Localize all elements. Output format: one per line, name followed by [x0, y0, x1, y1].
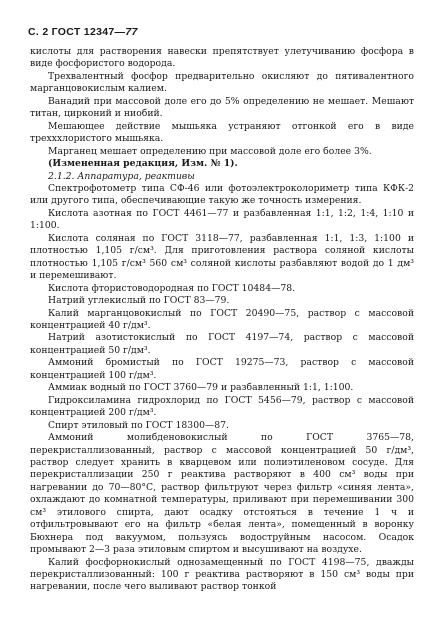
- paragraph-spectrophotometer: Спектрофотометр типа СФ-46 или фотоэлектроколориметр типа КФК-2 или другого типа, обеспечивающие такую же точность измерения.: [30, 182, 414, 207]
- paragraph-manganese: Марганец мешает определению при массовой доле его более 3%.: [48, 145, 372, 157]
- paragraph-vanadium: Ванадий при массовой доле его до 5% определению не мешает. Мешают титан, цирконий и ниобий.: [30, 95, 414, 120]
- page-header: [28, 26, 138, 38]
- reagent-hydrochloric-acid: Кислота соляная по ГОСТ 3118—77, разбавленная 1:1, 1:3, 1:100 и плотностью 1,105 г/см³. Для приготовления раствора соляной кислоты плотностью 1,105 г/см³ 560 см³ соляной кислоты разбавляют водой до 1 дм³ и перемешивают.: [30, 232, 414, 282]
- reagent-ethanol: Спирт этиловый по ГОСТ 18300—87.: [48, 419, 229, 431]
- reagent-ammonium-molybdate: Аммоний молибденовокислый по ГОСТ 3765—78, перекристаллизованный, раствор с массовой концентрацией 50 г/дм³, раствор следует хранить в кварцевом или полиэтиленовом сосуде. Для перекристаллизации 250 г реактива растворяют в 400 см³ воды при нагревании до 70—80°С, раствор фильтруют через фильтр «синяя лента», охлаждают до комнатной температуры, приливают при перемешивании 300 см³ этилового спирта, дают осадку отстояться в течение 1 ч и отфильтровывают его на фильтр «белая лента», помещенный в воронку Бюхнера под вакуумом, пользуясь водоструйным насосом. Осадок промывают 2—3 раза этиловым спиртом и высушивают на воздухе.: [30, 432, 414, 556]
- amendment-note: (Измененная редакция, Изм. № 1).: [48, 158, 238, 170]
- section-heading: 2.1.2. Аппаратура, реактивы: [48, 170, 195, 182]
- reagent-sodium-nitrite: Натрий азотистокислый по ГОСТ 4197—74, раствор с массовой концентрацией 50 г/дм³.: [30, 332, 414, 356]
- page-label: С. 2 ГОСТ 12347: [28, 26, 115, 38]
- reagent-ammonia: Аммиак водный по ГОСТ 3760—79 и разбавленный 1:1, 1:100.: [48, 382, 354, 394]
- document-body: [30, 46, 414, 594]
- standard-year: —77: [114, 26, 138, 38]
- reagent-ammonium-bromide: Аммоний бромистый по ГОСТ 19275—73, раствор с массовой концентрацией 100 г/дм³.: [30, 357, 414, 381]
- paragraph-arsenic: Мешающее действие мышьяка устраняют отгонкой его в виде трехххлористого мышьяка.: [30, 120, 414, 145]
- reagent-hydrofluoric-acid: Кислота фтористоводородная по ГОСТ 10484—78.: [48, 282, 296, 294]
- reagent-sodium-carbonate: Натрий углекислый по ГОСТ 83—79.: [48, 295, 230, 307]
- paragraph-continuation: кислоты для растворения навески препятствует улетучиванию фосфора в виде фосфористого водорода.: [30, 46, 414, 70]
- reagent-hydroxylamine: Гидроксиламина гидрохлорид по ГОСТ 5456—79, раствор с массовой концентрацией 200 г/дм³.: [30, 394, 414, 419]
- reagent-potassium-permanganate: Калий марганцовокислый по ГОСТ 20490—75, раствор с массовой концентрацией 40 г/дм³.: [30, 307, 414, 331]
- reagent-nitric-acid: Кислота азотная по ГОСТ 4461—77 и разбавленная 1:1, 1:2, 1:4, 1:10 и 1:100.: [30, 207, 414, 232]
- reagent-potassium-phosphate: Калий фосфорнокислый однозамещенный по ГОСТ 4198—75, дважды перекристаллизованный: 100 г реактива растворяют в 150 см³ воды при нагревании, после чего выливают раствор тонкой: [30, 556, 414, 593]
- paragraph-trivalent-phosphorus: Трехвалентный фосфор предварительно окисляют до пятивалентного марганцовокислым калием.: [30, 70, 414, 95]
